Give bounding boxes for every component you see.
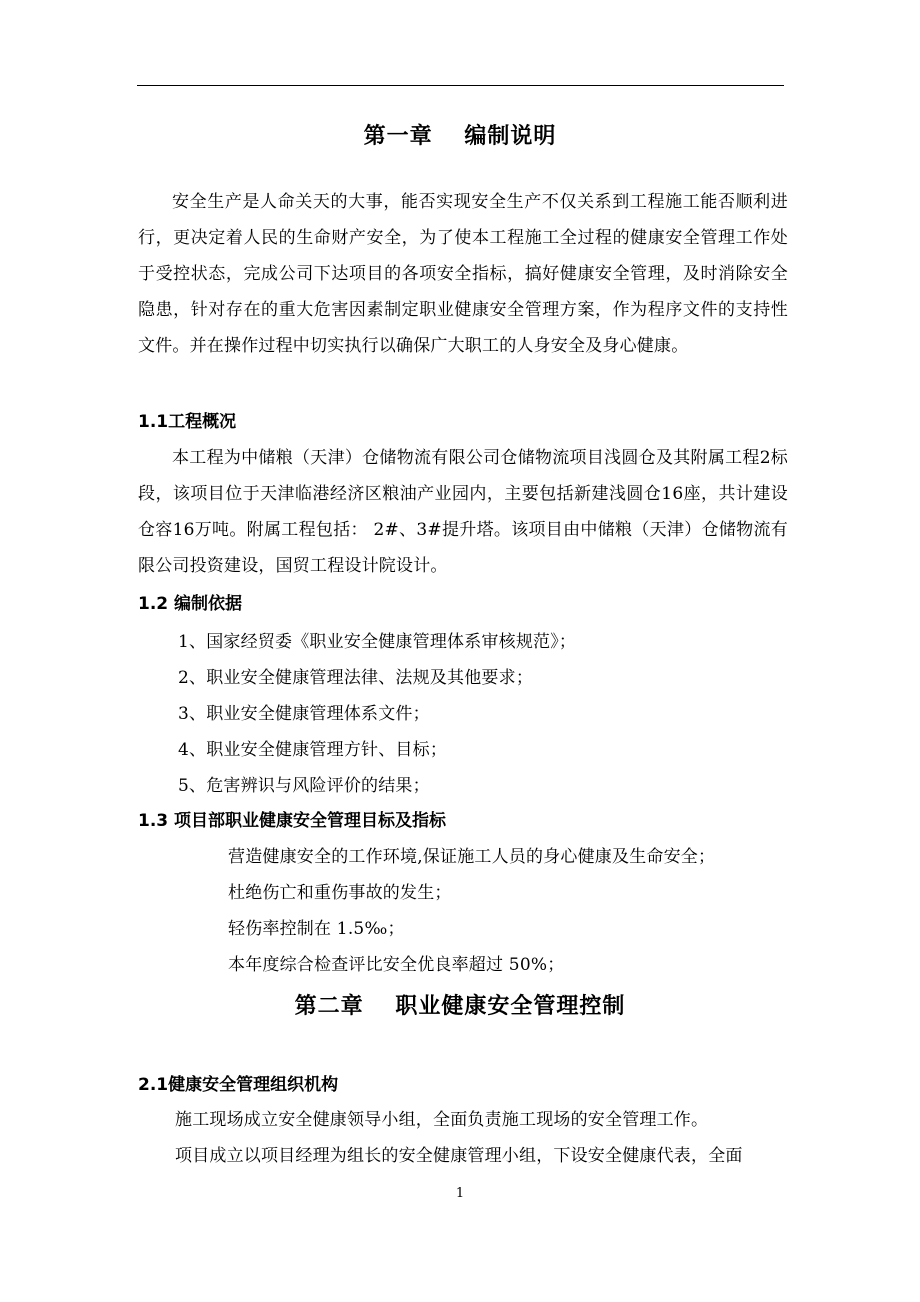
section-1-3-heading: 1.3 项目部职业健康安全管理目标及指标 [138,811,447,831]
page-number: 1 [455,1186,465,1201]
org-line-1: 施工现场成立安全健康领导小组，全面负责施工现场的安全管理工作。 [175,1110,709,1130]
header-rule [137,85,784,86]
basis-item-2: 2、职业安全健康管理法律、法规及其他要求； [178,668,534,688]
chapter-1-intro: 安全生产是人命关天的大事，能否实现安全生产不仅关系到工程施工能否顺利进行，更决定着人民的生命财产安全，为了使本工程施工全过程的健康安全管理工作处于受控状态，完成公司下达项目的各项安全指标，搞好健康安全管理，及时消除安全隐患，针对存在的重大危害因素制定职业健康安全管理方案，作为程序文件的支持性文件。并在操作过程中切实执行以确保广大职工的人身安全及身心健康。 [138,192,788,356]
section-1-1-body: 本工程为中储粮（天津）仓储物流有限公司仓储物流项目浅圆仓及其附属工程2标段，该项目位于天津临港经济区粮油产业园内，主要包括新建浅圆仓16座，共计建设仓容16万吨。附属工程包括： 2#、3#提升塔。该项目由中储粮（天津）仓储物流有限公司投资建设，国贸工程设计院设计。 [138,448,788,576]
basis-item-4: 4、职业安全健康管理方针、目标； [178,740,448,760]
basis-item-5: 5、危害辨识与风险评价的结果； [178,776,430,796]
goal-item-4: 本年度综合检查评比安全优良率超过 50%； [228,955,565,975]
section-1-2-heading: 1.2 编制依据 [138,594,243,614]
basis-item-1: 1、国家经贸委《职业安全健康管理体系审核规范》； [178,632,577,652]
goal-item-3: 轻伤率控制在 1.5‰； [228,919,405,939]
section-1-1-heading: 1.1工程概况 [138,412,237,432]
chapter-1-title: 第一章 编制说明 [363,124,557,149]
org-line-2: 项目成立以项目经理为组长的安全健康管理小组，下设安全健康代表，全面 [175,1146,743,1166]
goal-item-1: 营造健康安全的工作环境,保证施工人员的身心健康及生命安全； [228,847,716,867]
goal-item-2: 杜绝伤亡和重伤事故的发生； [228,883,452,903]
section-2-1-heading: 2.1健康安全管理组织机构 [138,1075,339,1095]
basis-item-3: 3、职业安全健康管理体系文件； [178,704,430,724]
chapter-2-title: 第二章 职业健康安全管理控制 [294,994,626,1019]
